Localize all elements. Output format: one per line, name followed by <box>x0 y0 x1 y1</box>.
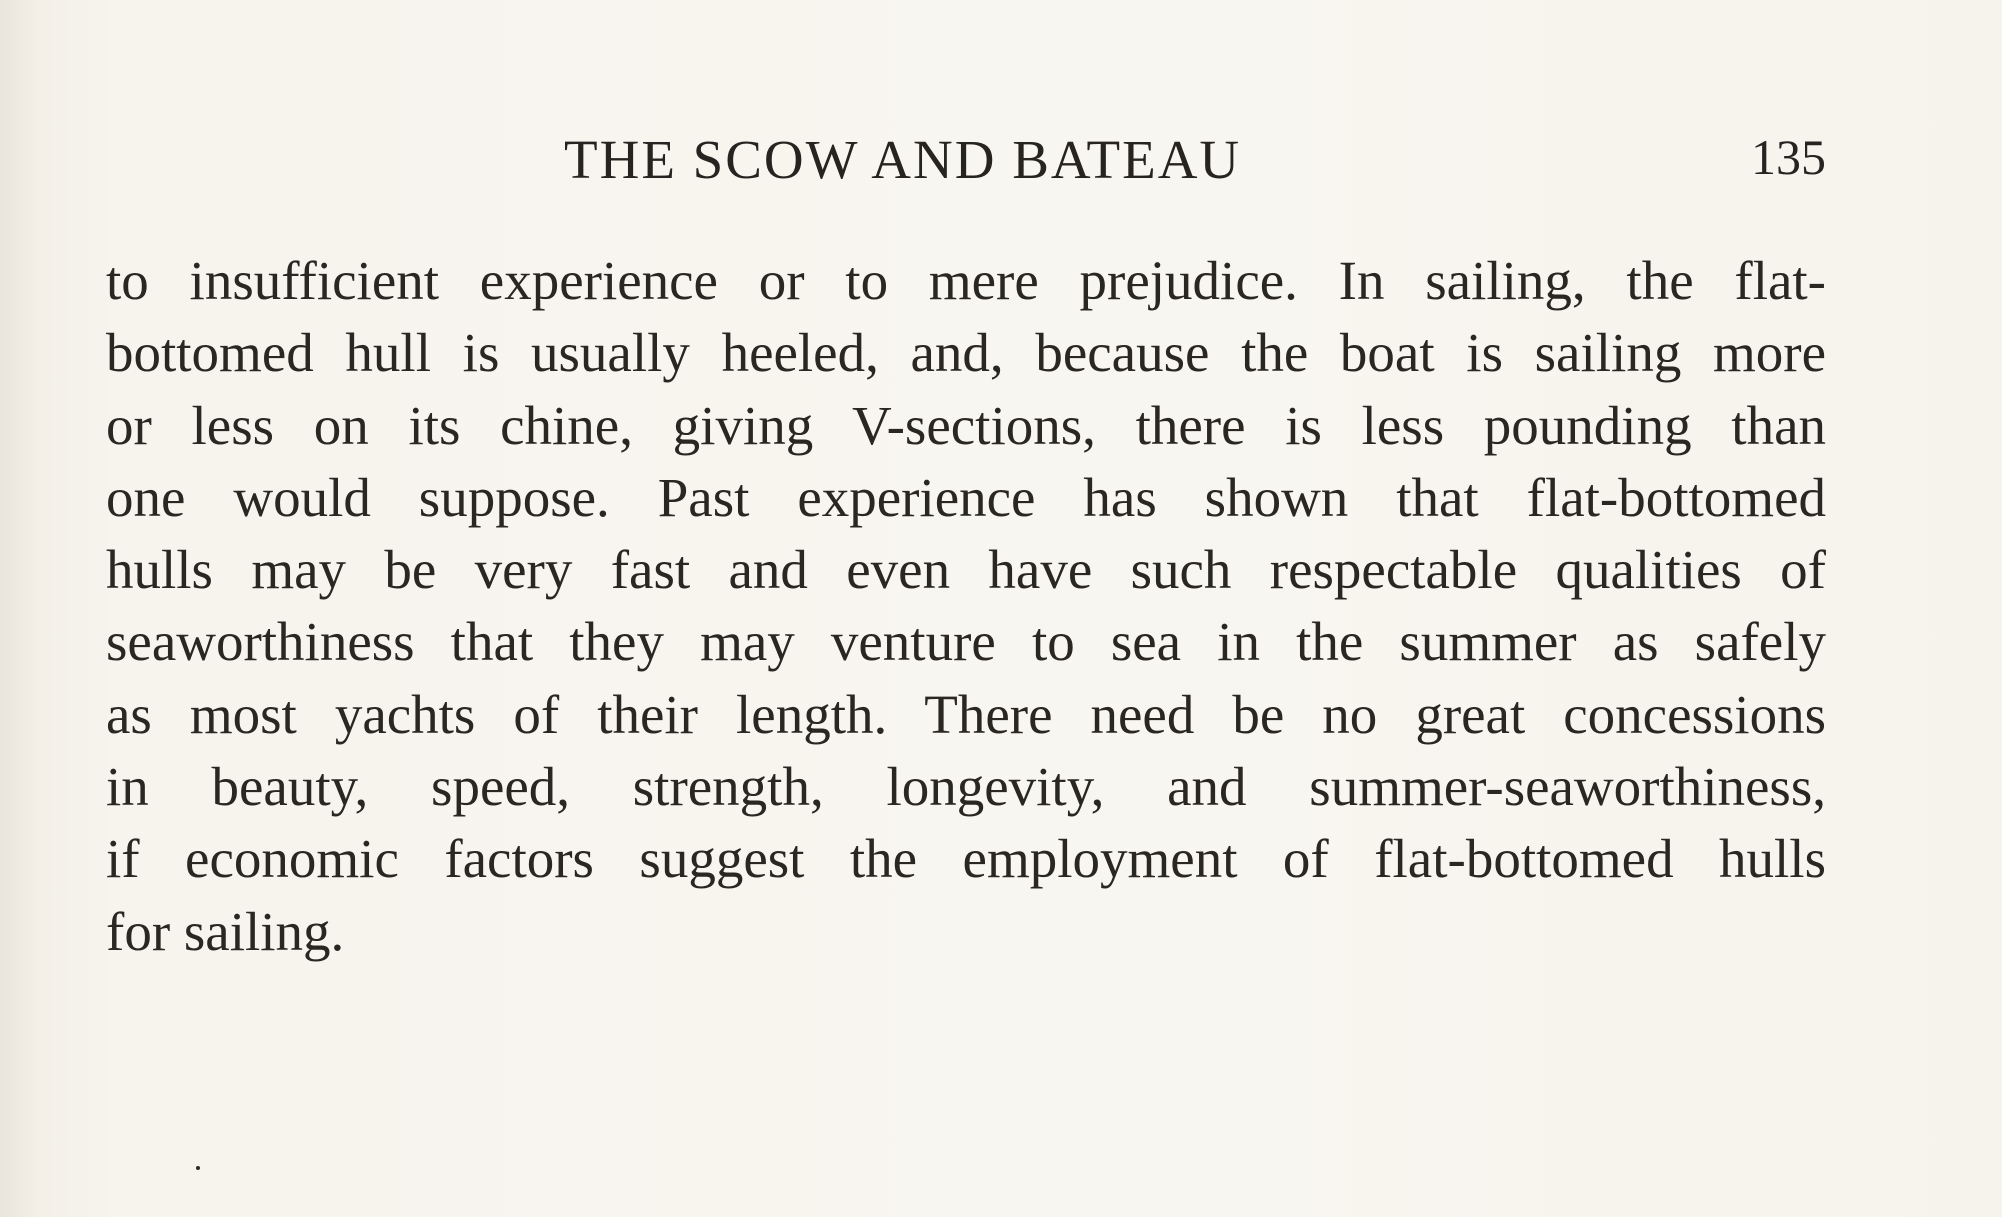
text-line: in beauty, speed, strength, longevity, and summer-seaworthiness, <box>106 756 1826 818</box>
body-paragraph <box>106 245 1826 968</box>
text-line: to insufficient experience or to mere prejudice. In sailing, the flat- <box>106 250 1826 311</box>
text-line: seaworthiness that they may venture to sea in the summer as safely <box>106 611 1826 673</box>
chapter-title: THE SCOW AND BATEAU <box>564 129 1242 190</box>
running-head <box>106 128 1826 198</box>
text-line: if economic factors suggest the employment of flat-bottomed hulls <box>106 828 1826 890</box>
text-line: hulls may be very fast and even have such respectable qualities of <box>106 539 1826 601</box>
text-line: one would suppose. Past experience has shown that flat-bottomed <box>106 466 1826 528</box>
text-line: as most yachts of their length. There need be no great concessions <box>106 683 1826 745</box>
text-line: bottomed hull is usually heeled, and, because the boat is sailing more <box>106 322 1826 384</box>
text-line: for sailing. <box>106 900 345 962</box>
text-line: or less on its chine, giving V-sections, there is less pounding than <box>106 394 1826 456</box>
paper-speck <box>196 1166 200 1170</box>
page-number: 135 <box>1751 129 1826 185</box>
